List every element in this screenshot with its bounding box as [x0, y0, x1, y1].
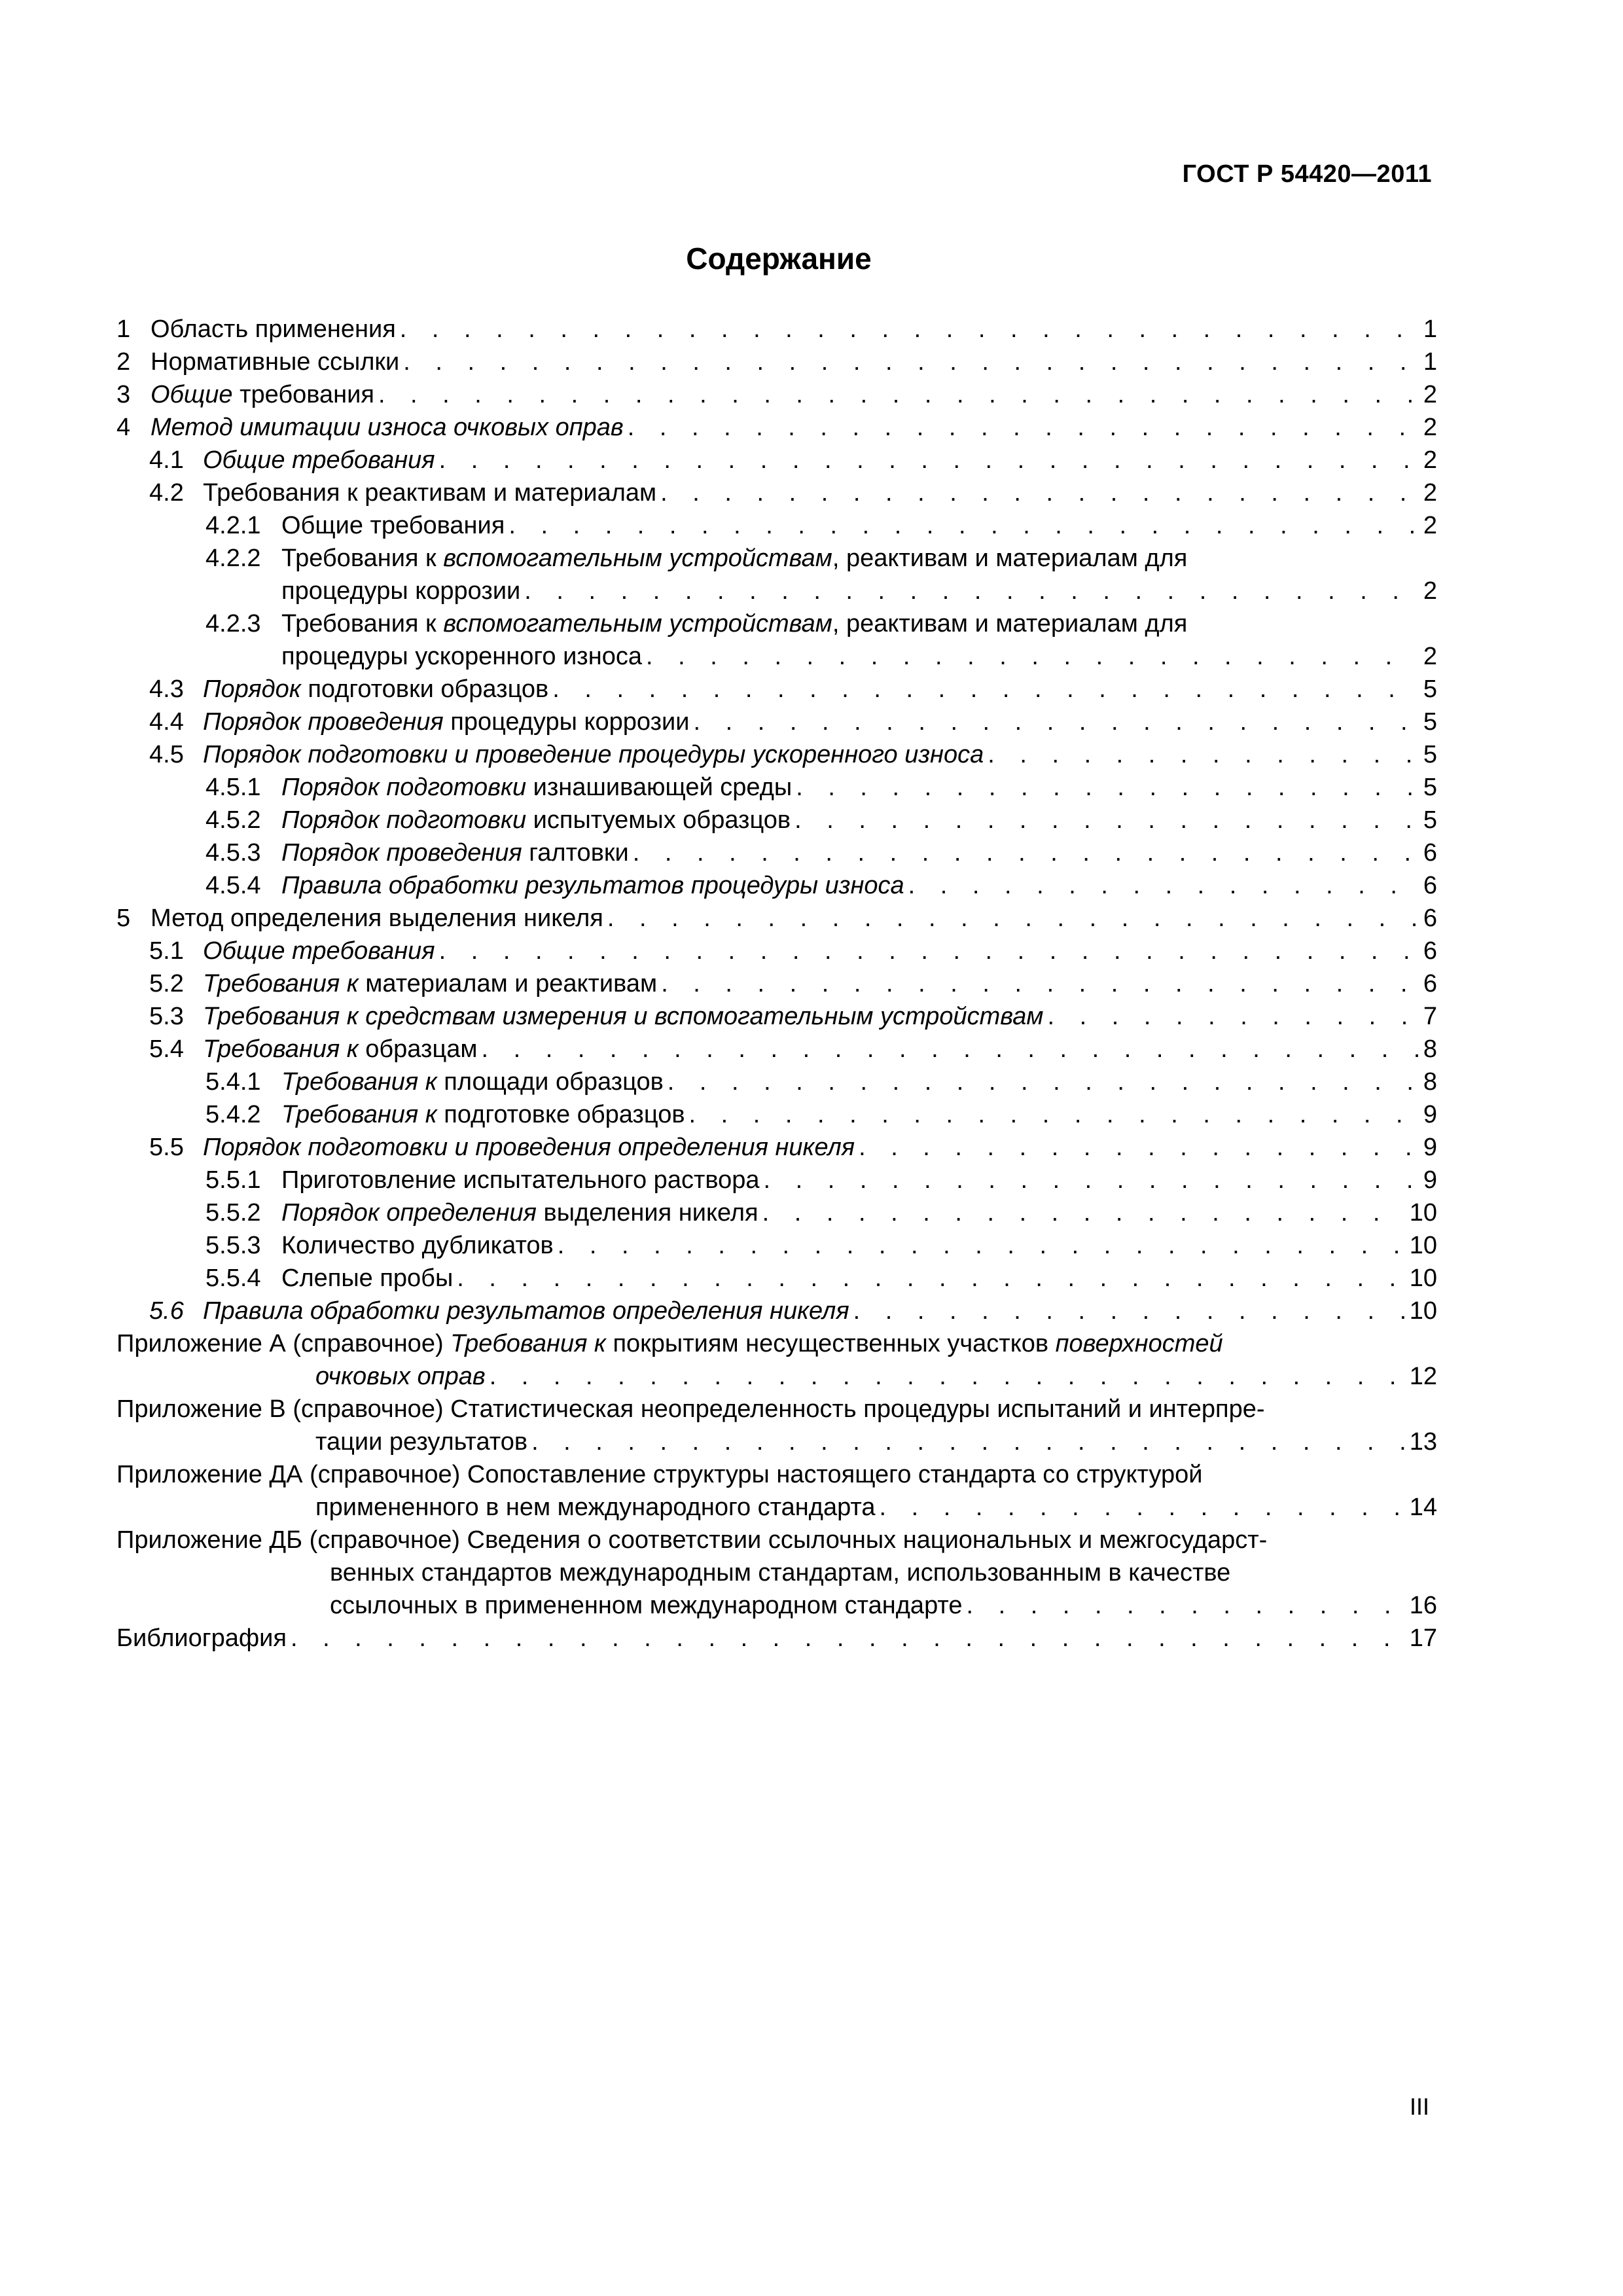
leader-dots [1048, 1000, 1419, 1033]
toc-entry-label-italic: поверхностей [1055, 1330, 1223, 1357]
toc-entry-label: Сведения о соответствии ссылочных национальных и межгосударст- [467, 1526, 1268, 1554]
appendix-prefix: Приложение В (справочное) [116, 1395, 451, 1423]
toc-entry-label-italic: вспомогательным устройствам [443, 545, 832, 572]
toc-page-number: 5 [1423, 708, 1437, 736]
toc-entry-label-italic: Порядок определения [281, 1199, 537, 1227]
toc-page-number: 9 [1423, 1134, 1437, 1161]
toc-page-number: 6 [1423, 839, 1437, 867]
toc-entry-label: Требования к [281, 610, 444, 637]
toc-page-number: 10 [1409, 1265, 1437, 1292]
toc-page-number: 2 [1423, 414, 1437, 441]
leader-dots [646, 640, 1419, 673]
toc-entry-label-italic: Порядок проведения [281, 839, 522, 867]
toc-entry-label: галтовки [522, 839, 629, 867]
toc-entry[interactable]: 4 Метод имитации износа очковых оправ . . . 2 [116, 411, 1437, 444]
leader-dots [668, 1066, 1419, 1098]
toc-entry-label: Общие требования [281, 512, 505, 539]
toc-entry[interactable]: 5.3 Требования к средствам измерения и вспомогательным устройствам . . . 7 [116, 1000, 1437, 1033]
toc-entry[interactable]: 4.5.2 Порядок подготовки испытуемых образцов . . . 5 [116, 804, 1437, 836]
leader-dots [689, 1098, 1419, 1131]
toc-entry-label-italic: Метод имитации износа очковых оправ [151, 414, 624, 441]
leader-dots [552, 673, 1419, 706]
toc-entry[interactable]: 3 Общие требования . . . 2 [116, 378, 1437, 411]
toc-page-number: 2 [1423, 577, 1437, 605]
toc-page-number: 1 [1423, 348, 1437, 376]
toc-entry-label: Слепые пробы [281, 1265, 454, 1292]
toc-entry-label-italic: вспомогательным устройствам [443, 610, 832, 637]
toc-page-number: 14 [1409, 1494, 1437, 1521]
toc-entry-label: изнашивающей среды [526, 774, 793, 801]
leader-dots [439, 444, 1419, 476]
leader-dots [490, 1360, 1406, 1393]
leader-dots [400, 313, 1419, 346]
toc-entry[interactable]: 4.2.3 Требования к вспомогательным устройствам, реактивам и материалам для процедуры ускоренного износа . . . 2 [116, 607, 1437, 673]
appendix-prefix: Приложение ДБ (справочное) [116, 1526, 467, 1554]
leader-dots [796, 771, 1419, 804]
toc-entry-label: площади образцов [437, 1068, 664, 1096]
toc-entry-label: Библиография [116, 1624, 287, 1652]
toc-entry-label: Приготовление испытательного раствора [281, 1166, 760, 1194]
toc-entry-label: выделения никеля [536, 1199, 758, 1227]
toc-entry[interactable]: 1 Область применения . . . 1 [116, 313, 1437, 346]
toc-entry[interactable]: 5.1 Общие требования . . . 6 [116, 935, 1437, 967]
leader-dots [291, 1622, 1406, 1655]
toc-entry[interactable]: 5.5.2 Порядок определения выделения никеля . . . 10 [116, 1196, 1437, 1229]
toc-page-number: 10 [1409, 1199, 1437, 1227]
toc-page-number: 16 [1409, 1592, 1437, 1619]
toc-entry-label: процедуры коррозии [443, 708, 690, 736]
appendix-prefix: Приложение ДА (справочное) [116, 1461, 467, 1488]
leader-dots [762, 1196, 1406, 1229]
bibliography-entry[interactable] [116, 1622, 1437, 1655]
appendix-entry[interactable] [116, 1327, 1437, 1393]
toc-entry-label-italic: Порядок подготовки и проведения определения никеля [203, 1134, 855, 1161]
page-number: III [1409, 2093, 1429, 2120]
toc-entry[interactable]: 5.5 Порядок подготовки и проведения определения никеля . . . 9 [116, 1131, 1437, 1164]
toc-entry-label: , реактивам и материалам для [832, 610, 1188, 637]
toc-entry-label: Требования к [281, 545, 444, 572]
toc-entry-label: испытуемых образцов [526, 806, 791, 834]
leader-dots [694, 706, 1419, 738]
toc-entry[interactable]: 4.5.3 Порядок проведения галтовки . . . 6 [116, 836, 1437, 869]
toc-entry[interactable]: 5.6 Правила обработки результатов определения никеля . . . 10 [116, 1295, 1437, 1327]
appendix-entry[interactable] [116, 1393, 1437, 1458]
toc-entry-label-italic: Требования к [281, 1068, 437, 1096]
document-code: ГОСТ Р 54420—2011 [1182, 160, 1432, 188]
toc-entry-label-italic: Порядок подготовки [281, 774, 527, 801]
toc-entry-label: подготовки образцов [300, 675, 549, 703]
toc-entry[interactable]: 5.4.2 Требования к подготовке образцов . . . 9 [116, 1098, 1437, 1131]
toc-entry-label: Сопоставление структуры настоящего стандарта со структурой [467, 1461, 1203, 1488]
toc-entry[interactable]: 5.4.1 Требования к площади образцов . . . 8 [116, 1066, 1437, 1098]
toc-entry-label-italic: Правила обработки результатов определения никеля [203, 1297, 849, 1325]
toc-entry-label-italic: Требования к средствам измерения и вспомогательным устройствам [203, 1003, 1044, 1030]
toc-entry-label-italic: Общие требования [203, 937, 435, 965]
toc-entry-label-italic: Общие [151, 381, 233, 408]
toc-entry-label: процедуры коррозии [281, 577, 521, 605]
toc-page-number: 5 [1423, 774, 1437, 801]
toc-entry[interactable]: 4.5.4 Правила обработки результатов процедуры износа . . . 6 [116, 869, 1437, 902]
toc-entry-label: примененного в нем международного стандарта [315, 1494, 876, 1521]
toc-entry[interactable]: 4.2.2 Требования к вспомогательным устройствам, реактивам и материалам для процедуры коррозии . . . 2 [116, 542, 1437, 607]
toc-page-number: 9 [1423, 1166, 1437, 1194]
appendix-entry[interactable] [116, 1458, 1437, 1524]
leader-dots [879, 1491, 1405, 1524]
toc-entry-label-italic: Требования к [281, 1101, 437, 1128]
toc-entry[interactable]: 4.5 Порядок подготовки и проведение процедуры ускоренного износа . . . 5 [116, 738, 1437, 771]
toc-entry-label-italic: Правила обработки результатов процедуры износа [281, 872, 904, 899]
leader-dots [633, 836, 1419, 869]
toc-entry[interactable]: 4.1 Общие требования . . . 2 [116, 444, 1437, 476]
toc-page-number: 2 [1423, 479, 1437, 507]
leader-dots [966, 1589, 1405, 1622]
toc-entry-label: требования [232, 381, 374, 408]
toc-page-number: 2 [1423, 446, 1437, 474]
leader-dots [908, 869, 1419, 902]
toc-page-number: 2 [1423, 381, 1437, 408]
toc-entry[interactable]: 5.5.4 Слепые пробы . . . 10 [116, 1262, 1437, 1295]
toc-entry-label: покрытиям несущественных участков [605, 1330, 1056, 1357]
leader-dots [859, 1131, 1419, 1164]
leader-dots [531, 1426, 1406, 1458]
toc-entry[interactable]: 5.2 Требования к материалам и реактивам . . . 6 [116, 967, 1437, 1000]
toc-entry[interactable]: 4.5.1 Порядок подготовки изнашивающей среды . . . 5 [116, 771, 1437, 804]
toc-entry-label-italic: Порядок [203, 675, 301, 703]
toc-page-number: 6 [1423, 970, 1437, 997]
toc-entry[interactable]: 4.2.1 Общие требования . . . 2 [116, 509, 1437, 542]
toc-page-number: 2 [1423, 512, 1437, 539]
toc-entry-label: процедуры ускоренного износа [281, 643, 642, 670]
leader-dots [378, 378, 1419, 411]
toc-entry-label: материалам и реактивам [358, 970, 658, 997]
leader-dots [661, 967, 1419, 1000]
toc-page-number: 10 [1409, 1297, 1437, 1325]
toc-page-number: 8 [1423, 1068, 1437, 1096]
leader-dots [524, 575, 1419, 607]
leader-dots [988, 738, 1419, 771]
toc-page-number: 17 [1409, 1624, 1437, 1652]
leader-dots [607, 902, 1419, 935]
toc-entry-label-italic: Порядок проведения [203, 708, 444, 736]
toc-entry-label-italic: Порядок подготовки [281, 806, 527, 834]
leader-dots [558, 1229, 1406, 1262]
toc-entry-label-italic: Порядок подготовки и проведение процедуры ускоренного износа [203, 741, 984, 768]
toc-page-number: 1 [1423, 315, 1437, 343]
toc-page-number: 10 [1409, 1232, 1437, 1259]
toc-entry[interactable]: 5 Метод определения выделения никеля . . . 6 [116, 902, 1437, 935]
table-of-contents [116, 313, 1437, 1655]
toc-page-number: 6 [1423, 905, 1437, 932]
toc-entry-label-italic: Требования к [450, 1330, 606, 1357]
toc-page-number: 13 [1409, 1428, 1437, 1456]
toc-entry-label-italic: Требования к [203, 1035, 359, 1063]
toc-entry[interactable]: 5.5.3 Количество дубликатов . . . 10 [116, 1229, 1437, 1262]
toc-page-number: 5 [1423, 675, 1437, 703]
toc-page-number: 2 [1423, 643, 1437, 670]
leader-dots [508, 509, 1419, 542]
toc-entry[interactable]: 5.5.1 Приготовление испытательного раствора . . . 9 [116, 1164, 1437, 1196]
toc-entry-label: ссылочных в примененном международном стандарте [330, 1592, 963, 1619]
toc-entry-label: подготовке образцов [437, 1101, 685, 1128]
toc-entry-label-italic: очковых оправ [315, 1363, 486, 1390]
page-title: Содержание [686, 242, 872, 276]
toc-entry-label: тации результатов [315, 1428, 528, 1456]
toc-entry[interactable]: 4.2 Требования к реактивам и материалам . . . 2 [116, 476, 1437, 509]
leader-dots [439, 935, 1419, 967]
leader-dots [853, 1295, 1406, 1327]
toc-entry[interactable]: 2 Нормативные ссылки . . . 1 [116, 346, 1437, 378]
toc-entry-label: Область применения [151, 315, 396, 343]
leader-dots [660, 476, 1419, 509]
toc-entry-label-italic: Требования к [203, 970, 359, 997]
leader-dots [403, 346, 1419, 378]
toc-entry[interactable]: 4.3 Порядок подготовки образцов . . . 5 [116, 673, 1437, 706]
toc-entry-label: Нормативные ссылки [151, 348, 400, 376]
appendix-entry[interactable] [116, 1524, 1437, 1622]
toc-page-number: 7 [1423, 1003, 1437, 1030]
toc-page-number: 8 [1423, 1035, 1437, 1063]
toc-entry-label: образцам [358, 1035, 478, 1063]
leader-dots [457, 1262, 1405, 1295]
appendix-prefix: Приложение А (справочное) [116, 1330, 451, 1357]
toc-entry-label: Метод определения выделения никеля [151, 905, 603, 932]
toc-page-number: 6 [1423, 872, 1437, 899]
toc-entry[interactable]: 4.4 Порядок проведения процедуры коррозии . . . 5 [116, 706, 1437, 738]
toc-entry-label-italic: Общие требования [203, 446, 435, 474]
toc-page-number: 5 [1423, 806, 1437, 834]
leader-dots [628, 411, 1419, 444]
toc-entry[interactable]: 5.4 Требования к образцам . . . 8 [116, 1033, 1437, 1066]
leader-dots [794, 804, 1419, 836]
toc-page-number: 5 [1423, 741, 1437, 768]
toc-page-number: 9 [1423, 1101, 1437, 1128]
toc-entry-label: Требования к реактивам и материалам [203, 479, 657, 507]
leader-dots [481, 1033, 1419, 1066]
toc-entry-label: Статистическая неопределенность процедуры испытаний и интерпре- [450, 1395, 1265, 1423]
toc-entry-label: , реактивам и материалам для [832, 545, 1188, 572]
toc-entry-label: венных стандартов международным стандартам, использованным в качестве [330, 1559, 1231, 1587]
toc-page-number: 12 [1409, 1363, 1437, 1390]
toc-entry-label: Количество дубликатов [281, 1232, 554, 1259]
toc-page-number: 6 [1423, 937, 1437, 965]
leader-dots [764, 1164, 1419, 1196]
